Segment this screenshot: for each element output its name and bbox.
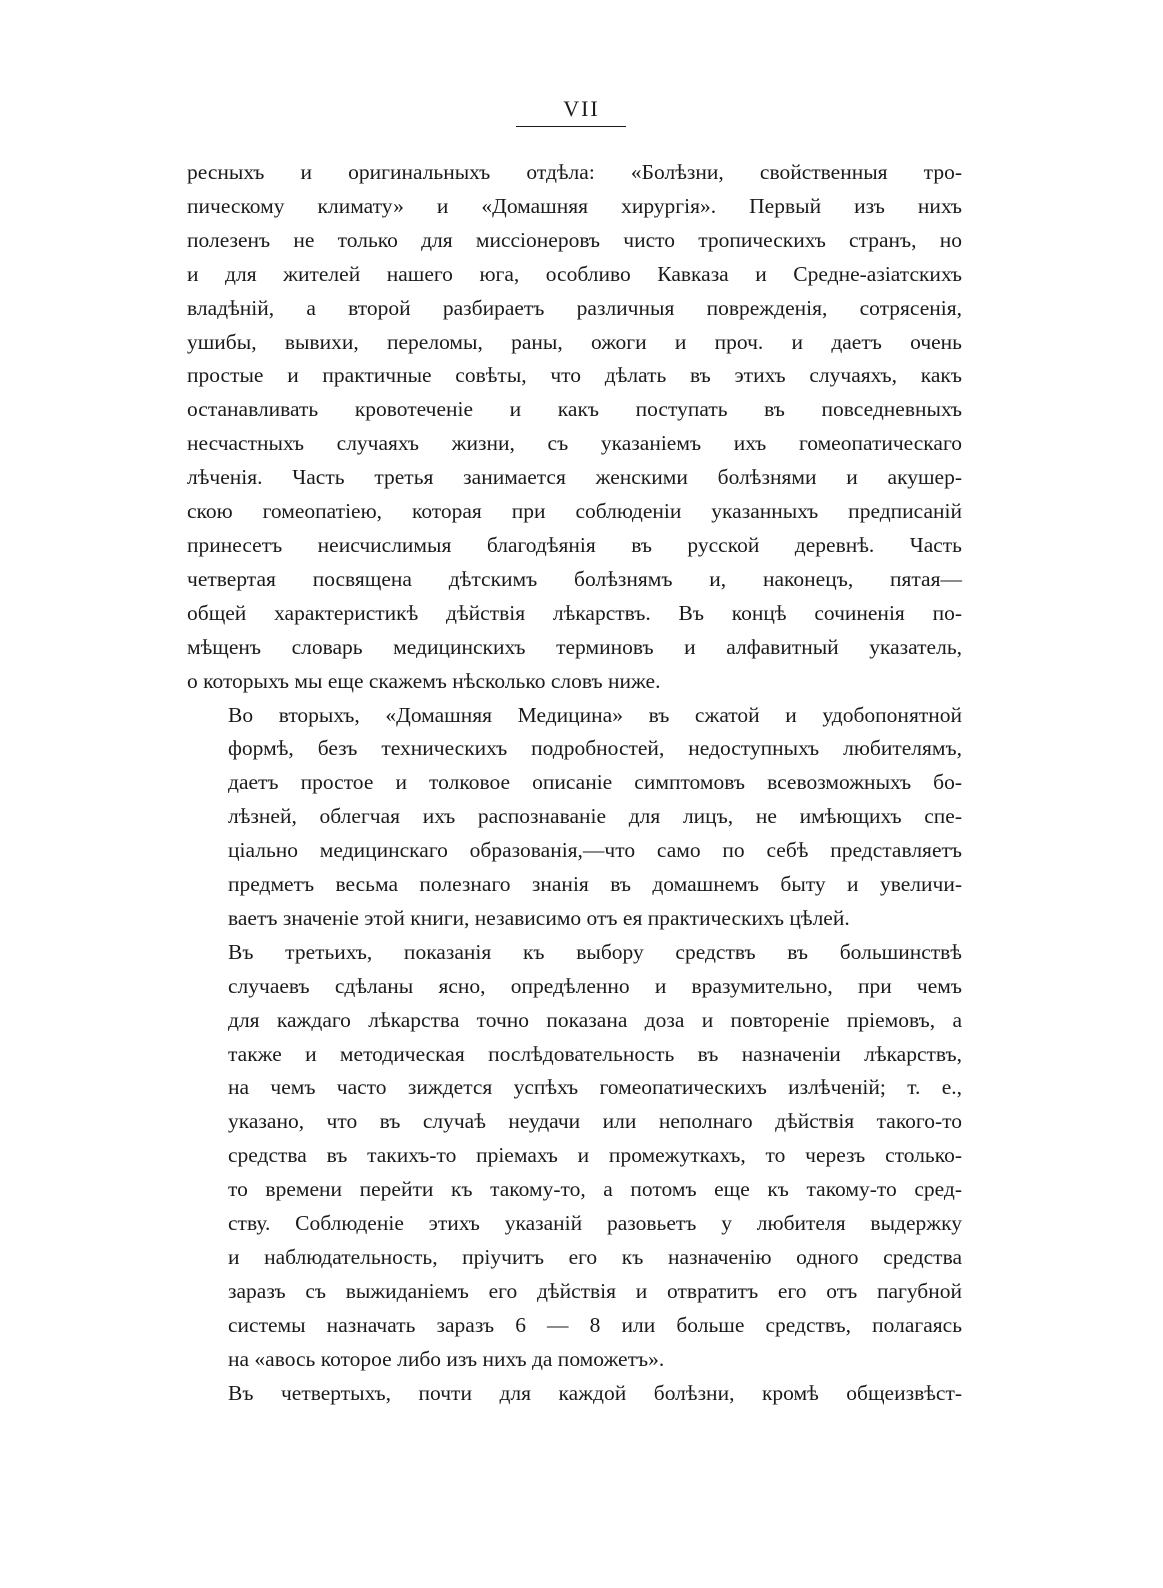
text-line: и для жителей нашего юга, особливо Кавказа и Средне-азіатскихъ [187,261,962,286]
text-line: владѣній, а второй разбираетъ различныя поврежденія, сотрясенія, [187,295,962,320]
text-line: четвертая посвящена дѣтскимъ болѣзнямъ и, наконецъ, пятая— [187,566,962,591]
text-line: останавливать кровотеченіе и какъ поступать въ повседневныхъ [187,397,962,422]
paragraph-second [187,699,962,936]
text-line: ціально медицинскаго образованія,—что само по себѣ представляетъ [228,838,962,863]
paragraph-fourth [187,1377,962,1411]
text-line: Въ четвертыхъ, почти для каждой болѣзни, кромѣ общеизвѣст- [228,1380,962,1405]
text-line: ваетъ значеніе этой книги, независимо отъ ея практическихъ цѣлей. [228,905,850,930]
text-line: лѣченія. Часть третья занимается женскими болѣзнями и акушер- [187,465,962,490]
text-line: даетъ простое и толковое описаніе симптомовъ всевозможныхъ бо- [228,770,962,795]
text-line: полезенъ не только для миссіонеровъ чисто тропическихъ странъ, но [187,227,962,252]
body-text [187,156,962,1411]
text-line: простые и практичные совѣты, что дѣлать въ этихъ случаяхъ, какъ [187,363,962,388]
text-line: принесетъ неисчислимыя благодѣянія въ русской деревнѣ. Часть [187,532,962,557]
text-line: формѣ, безъ техническихъ подробностей, недоступныхъ любителямъ, [228,736,962,761]
text-line: то времени перейти къ такому-то, а потомъ еще къ такому-то сред- [228,1177,962,1202]
paragraph-third [187,936,962,1377]
text-line: ресныхъ и оригинальныхъ отдѣла: «Болѣзни, свойственныя тро- [187,160,962,184]
text-line: также и методическая послѣдовательность въ назначеніи лѣкарствъ, [228,1041,962,1066]
text-line: и наблюдательность, пріучитъ его къ назначенію одного средства [228,1245,962,1269]
header-rule [516,126,626,127]
text-line: системы назначать заразъ 6 — 8 или больше средствъ, полагаясь [228,1312,962,1337]
text-line: ству. Соблюденіе этихъ указаній разовьетъ у любителя выдержку [228,1211,962,1236]
page-number: VII [563,96,600,121]
text-line: мѣщенъ словарь медицинскихъ терминовъ и алфавитный указатель, [187,634,962,659]
text-line: о которыхъ мы еще скажемъ нѣсколько словъ ниже. [187,668,661,693]
text-line: скою гомеопатіею, которая при соблюденіи указанныхъ предписаній [187,499,962,524]
text-line: случаевъ сдѣланы ясно, опредѣленно и вразумительно, при чемъ [228,973,962,998]
text-line: Во вторыхъ, «Домашняя Медицина» въ сжатой и удобопонятной [228,702,962,727]
text-line: для каждаго лѣкарства точно показана доза и повтореніе пріемовъ, а [228,1007,962,1032]
text-line: общей характеристикѣ дѣйствія лѣкарствъ. Въ концѣ сочиненія по- [187,600,962,625]
text-line: лѣзней, облегчая ихъ распознаваніе для лицъ, не имѣющихъ спе- [228,804,962,829]
text-line: заразъ съ выжиданіемъ его дѣйствія и отвратитъ его отъ пагубной [228,1278,962,1303]
text-line: Въ третьихъ, показанія къ выбору средствъ въ большинствѣ [228,939,962,964]
text-line: на «авось которое либо изъ нихъ да поможетъ». [228,1346,665,1371]
text-line: средства въ такихъ-то пріемахъ и промежуткахъ, то черезъ столько- [228,1143,962,1168]
text-line: предметъ весьма полезнаго знанія въ домашнемъ быту и увеличи- [228,872,962,897]
text-line: ушибы, вывихи, переломы, раны, ожоги и проч. и даетъ очень [187,329,962,354]
text-line: указано, что въ случаѣ неудачи или неполнаго дѣйствія такого-то [228,1109,962,1134]
text-line: пическому климату» и «Домашняя хирургія». Первый изъ нихъ [187,193,962,218]
paragraph-continued [187,156,962,699]
text-line: на чемъ часто зиждется успѣхъ гомеопатическихъ излѣченій; т. е., [228,1075,962,1100]
text-line: несчастныхъ случаяхъ жизни, съ указаніемъ ихъ гомеопатическаго [187,431,962,456]
